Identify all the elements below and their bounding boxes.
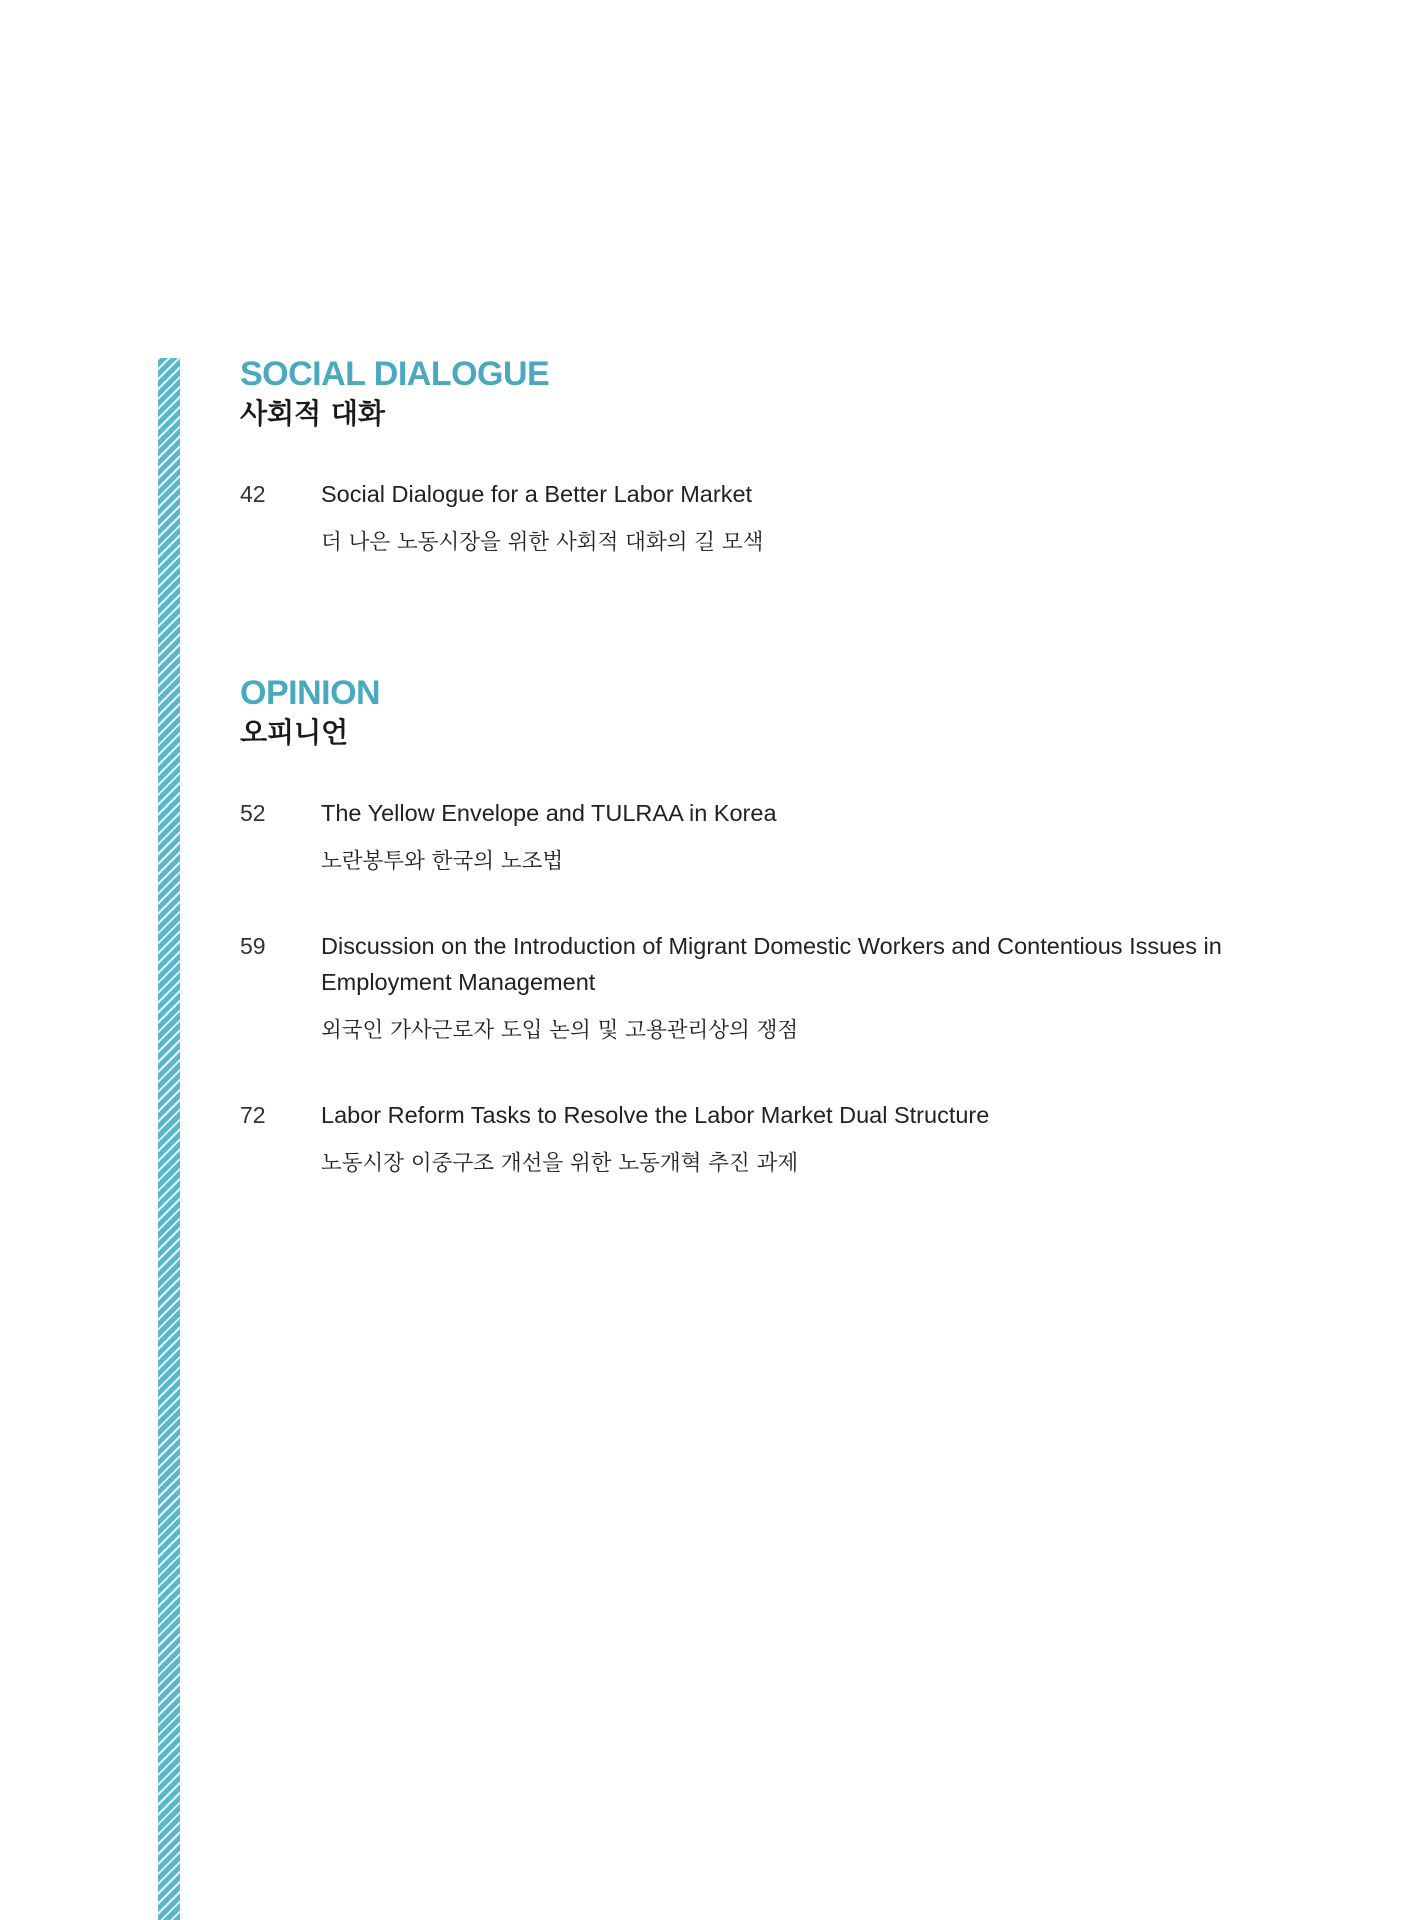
entry-body xyxy=(321,476,1251,561)
page-number: 52 xyxy=(240,800,266,826)
entry-body xyxy=(321,795,1251,880)
entry-title-en: The Yellow Envelope and TULRAA in Korea xyxy=(321,800,777,826)
page-number: 42 xyxy=(240,481,266,507)
entry-body xyxy=(321,928,1251,1049)
entry-title-ko: 외국인 가사근로자 도입 논의 및 고용관리상의 쟁점 xyxy=(321,1018,799,1043)
section-social-dialogue xyxy=(240,354,1300,434)
entry-title-en: Social Dialogue for a Better Labor Market xyxy=(321,481,753,507)
section-title-en: SOCIAL DIALOGUE xyxy=(240,355,550,393)
entry-title-ko: 노동시장 이중구조 개선을 위한 노동개혁 추진 과제 xyxy=(321,1151,799,1176)
entry-title-ko: 노란봉투와 한국의 노조법 xyxy=(321,849,564,874)
section-title-en: OPINION xyxy=(240,674,381,712)
entry-title-en: Labor Reform Tasks to Resolve the Labor Market Dual Structure xyxy=(321,1102,990,1128)
entry-body xyxy=(321,1097,1251,1182)
entry-title-en: Discussion on the Introduction of Migrant Domestic Workers and Contentious Issues in Employment Management xyxy=(321,933,1222,995)
entry-title-ko: 더 나은 노동시장을 위한 사회적 대화의 길 모색 xyxy=(321,530,764,555)
page-number: 72 xyxy=(240,1102,266,1128)
page-number: 59 xyxy=(240,933,266,959)
section-opinion xyxy=(240,673,1300,753)
section-title-ko: 사회적 대화 xyxy=(240,397,385,430)
section-title-ko: 오피니언 xyxy=(240,716,349,749)
decorative-striped-bar xyxy=(158,358,180,1920)
